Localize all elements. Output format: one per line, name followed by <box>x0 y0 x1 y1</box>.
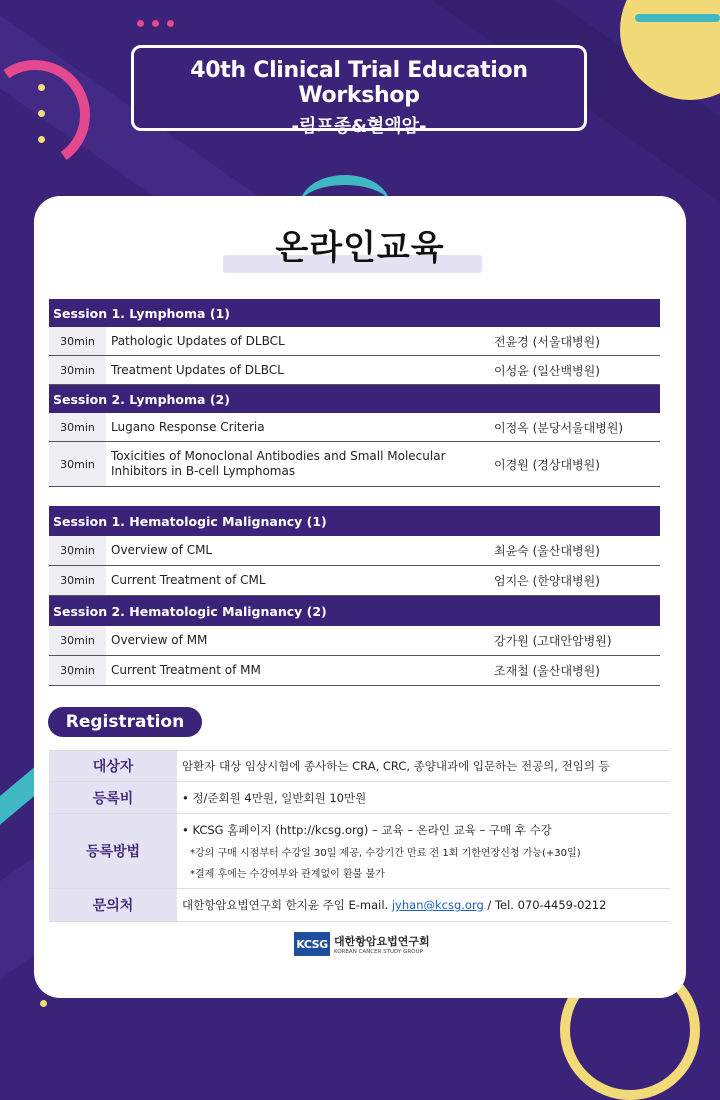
contact-label: 문의처 <box>49 889 177 921</box>
speaker-cell: 강가원 (고대안암병원) <box>494 634 612 648</box>
contact-prefix: 대한항암요법연구회 한지윤 주임 E-mail. <box>182 898 392 912</box>
table-row <box>49 327 660 356</box>
content-card <box>34 196 686 998</box>
topic-cell: Pathologic Updates of DLBCL <box>111 333 285 348</box>
topic-cell: Current Treatment of MM <box>111 663 261 677</box>
table-row <box>49 536 660 566</box>
speaker-cell: 전윤경 (서울대병원) <box>494 334 600 349</box>
duration-cell: 30min <box>49 656 106 685</box>
decorative-bar <box>635 14 720 22</box>
table-row <box>49 656 660 686</box>
decorative-dot <box>137 20 144 27</box>
speaker-cell: 조재철 (울산대병원) <box>494 664 600 678</box>
kcsg-logo <box>294 932 430 956</box>
registration-badge: Registration <box>48 707 202 737</box>
topic-cell: Lugano Response Criteria <box>111 419 265 434</box>
registration-table <box>49 750 670 922</box>
method-label: 등록방법 <box>49 814 177 888</box>
decorative-arc <box>0 51 99 178</box>
schedule-block-lymphoma <box>49 299 660 487</box>
duration-cell: 30min <box>49 536 106 565</box>
registration-row-target <box>49 750 670 782</box>
speaker-cell: 이정옥 (분당서울대병원) <box>494 420 624 435</box>
fee-value: • 정/준회원 4만원, 일반회원 10만원 <box>182 790 367 805</box>
workshop-subtitle: -림프종&혈액암- <box>291 116 427 137</box>
topic-cell: Overview of CML <box>111 543 213 557</box>
session-header: Session 2. Lymphoma (2) <box>49 385 660 413</box>
duration-cell: 30min <box>49 626 106 655</box>
method-text: • KCSG 홈페이지 (http://kcsg.org) – 교육 – 온라인 교육 – 구매 후 수강 <box>182 823 552 837</box>
duration-cell: 30min <box>49 356 106 384</box>
duration-cell: 30min <box>49 566 106 595</box>
target-label: 대상자 <box>49 751 177 781</box>
topic-cell: Toxicities of Monoclonal Antibodies and Small Molecular Inhibitors in B-cell Lymphomas <box>111 449 446 478</box>
session-header: Session 1. Lymphoma (1) <box>49 299 660 327</box>
decorative-dot <box>38 84 45 91</box>
duration-cell: 30min <box>49 413 106 441</box>
registration-row-fee <box>49 782 670 814</box>
kcsg-name-korean: 대한항암요법연구회 <box>334 935 430 948</box>
table-row <box>49 626 660 656</box>
speaker-cell: 이경원 (경상대병원) <box>494 457 600 472</box>
decorative-dot <box>152 20 159 27</box>
kcsg-name-english: KOREAN CANCER STUDY GROUP <box>334 949 423 955</box>
workshop-header <box>131 45 587 137</box>
table-row <box>49 442 660 487</box>
fee-label: 등록비 <box>49 782 177 813</box>
table-row <box>49 566 660 596</box>
schedule-block-hematologic <box>49 506 660 686</box>
table-row <box>49 413 660 442</box>
session-header: Session 2. Hematologic Malignancy (2) <box>49 596 660 626</box>
topic-cell: Overview of MM <box>111 633 208 647</box>
workshop-title: 40th Clinical Trial Education Workshop <box>190 58 528 108</box>
contact-email-link[interactable]: jyhan@kcsg.org <box>391 898 484 912</box>
method-note: *결제 후에는 수강여부와 관계없이 환불 불가 <box>190 869 385 880</box>
decorative-dot <box>38 110 45 117</box>
speaker-cell: 최윤숙 (울산대병원) <box>494 544 600 558</box>
registration-row-method <box>49 814 670 889</box>
method-note: *강의 구매 시점부터 수강일 30일 제공, 수강기간 만료 전 1회 기한연장신청 가능(+30일) <box>190 848 581 859</box>
table-row <box>49 356 660 385</box>
kcsg-logo-mark: KCSG <box>294 932 330 956</box>
method-value <box>177 814 670 888</box>
registration-row-contact <box>49 889 670 922</box>
decorative-dot <box>40 1000 47 1007</box>
speaker-cell: 이성윤 (일산백병원) <box>494 363 600 378</box>
topic-cell: Treatment Updates of DLBCL <box>111 362 284 377</box>
contact-suffix: / Tel. 070-4459-0212 <box>483 898 607 912</box>
duration-cell: 30min <box>49 327 106 355</box>
decorative-dot <box>167 20 174 27</box>
target-value: 암환자 대상 임상시험에 종사하는 CRA, CRC, 종양내과에 입문하는 전공의, 전임의 등 <box>182 759 610 773</box>
duration-cell: 30min <box>49 442 106 486</box>
topic-cell: Current Treatment of CML <box>111 573 266 587</box>
session-header: Session 1. Hematologic Malignancy (1) <box>49 506 660 536</box>
speaker-cell: 엄지은 (한양대병원) <box>494 574 600 588</box>
decorative-dot <box>38 136 45 143</box>
contact-value <box>177 889 670 921</box>
card-title: 온라인교육 <box>275 228 445 268</box>
